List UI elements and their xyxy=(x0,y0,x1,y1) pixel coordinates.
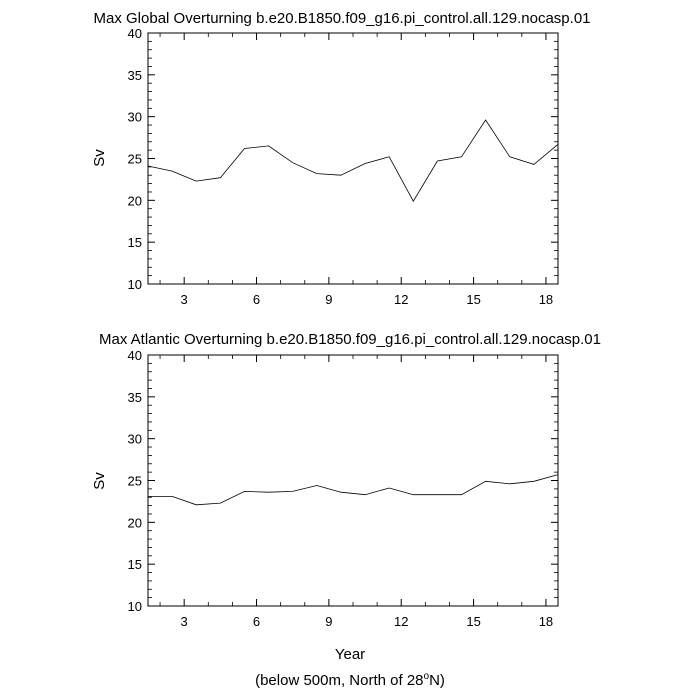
data-series-line xyxy=(148,120,558,201)
x-tick-label: 6 xyxy=(252,292,261,307)
x-tick-label: 3 xyxy=(180,292,188,307)
plot-frame xyxy=(148,355,558,606)
y-tick-label: 40 xyxy=(127,26,142,41)
x-tick-label: 18 xyxy=(538,614,554,629)
x-axis-label: Year xyxy=(334,646,366,663)
y-tick-label: 20 xyxy=(127,193,142,209)
x-tick-label: 3 xyxy=(180,614,188,629)
y-tick-label: 15 xyxy=(127,557,142,573)
x-tick-label: 12 xyxy=(394,614,409,629)
panel-title: Max Atlantic Overturning b.e20.B1850.f09_g16.pi_control.all.129.nocasp.01 xyxy=(98,331,602,348)
atlantic-overturning-panel xyxy=(91,331,601,629)
axis-tick-labels xyxy=(128,348,554,629)
y-tick-label: 30 xyxy=(127,431,142,447)
y-tick-label: 35 xyxy=(127,67,142,83)
y-tick-label: 30 xyxy=(127,109,142,125)
global-overturning-panel xyxy=(91,10,591,307)
x-tick-label: 12 xyxy=(394,292,409,307)
plot-frame xyxy=(148,33,558,284)
y-tick-label: 10 xyxy=(127,277,142,292)
x-tick-label: 15 xyxy=(466,292,481,307)
y-axis-label: Sv xyxy=(91,472,108,490)
y-tick-label: 40 xyxy=(127,348,142,363)
x-tick-label: 15 xyxy=(466,614,481,629)
x-tick-label: 9 xyxy=(325,614,333,629)
axis-tick-labels xyxy=(128,26,554,307)
data-series-line xyxy=(148,475,558,505)
caption-prefix: (below 500m, North of 28 xyxy=(255,672,424,689)
caption-degree: o xyxy=(423,671,430,682)
y-tick-label: 25 xyxy=(127,473,142,489)
y-tick-label: 15 xyxy=(127,235,142,251)
caption-suffix: N) xyxy=(429,672,445,689)
x-tick-label: 6 xyxy=(252,614,261,629)
y-tick-label: 10 xyxy=(127,599,142,614)
y-axis-label: Sv xyxy=(91,149,108,167)
panel-title: Max Global Overturning b.e20.B1850.f09_g16.pi_control.all.129.nocasp.01 xyxy=(93,10,591,27)
y-tick-label: 20 xyxy=(127,515,142,531)
figure-caption xyxy=(255,671,445,689)
y-tick-label: 35 xyxy=(127,389,142,405)
x-tick-label: 18 xyxy=(538,292,554,307)
axis-ticks xyxy=(148,355,558,606)
axis-ticks xyxy=(148,33,558,284)
y-tick-label: 25 xyxy=(127,151,142,167)
x-tick-label: 9 xyxy=(325,292,333,307)
